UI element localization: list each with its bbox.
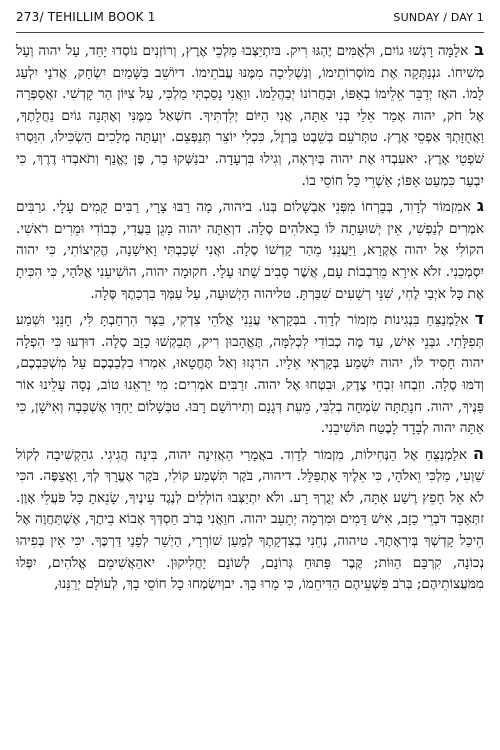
- psalm-2: [16, 39, 484, 192]
- chapter-text: אלַמְנַצֵּחַ אֶל הַנְּחִילוֹת, מִזְמוֹר לְדָוִד. באֲמָרַי הַאֲזִינָה יהוה, בִּינָה הֲגִיגִי. גהַקְשִׁיבָה לְקוֹל שַׁוְעִי, מַלְכִּי וֵאלֹהָי, כִּי אֵלֶיךָ אֶתְפַּלָּל. דיהוה, בֹּקֶר תִּשְׁמַע קוֹלִי, בֹּקֶר אֶעֱרָךְ לְךָ, וַאֲצַפֶּה. הכִּי לֹא אֵל חָפֵץ רֶשַׁע אָתָּה, לֹא יְגֻרְךָ רָע. ולֹא יִתְיַצְּבוּ הוֹלְלִים לְנֶגֶד עֵינֶיךָ, שָׂנֵאתָ כָּל פֹּעֲלֵי אָוֶן. זתְּאַבֵּד דֹּבְרֵי כָזָב, אִישׁ דָּמִים וּמִרְמָה יְתָעֵב יהוה. חוַאֲנִי בְּרֹב חַסְדְּךָ אָבוֹא בֵיתֶךָ, אֶשְׁתַּחֲוֶה אֶל הֵיכַל קָדְשְׁךָ בְּיִרְאָתֶךָ. טיהוה, נְחֵנִי בְצִדְקָתֶךָ לְמַעַן שׁוֹרְרָי, הַיְשַׁר לְפָנַי דַּרְכֶּךָ. יכִּי אֵין בְּפִיהוּ נְכוֹנָה, קִרְבָּם הַוּוֹת; קֶבֶר פָּתוּחַ גְּרוֹנָם, לְשׁוֹנָם יַחֲלִיקוּן. יאהַאֲשִׁימֵם אֱלֹהִים, יִפְּלוּ מִמֹּעֲצוֹתֵיהֶם; בְּרֹב פִּשְׁעֵיהֶם הַדִּיחֵמוֹ, כִּי מָרוּ בָךְ. יבוְיִשְׂמְחוּ כָל חוֹסֵי בָךְ, לְעוֹלָם יְרַנֵּנוּ,: [16, 446, 484, 593]
- psalm-4: [16, 308, 484, 440]
- psalm-5: [16, 443, 484, 596]
- chapter-text: אלַמְנַצֵּחַ בִּנְגִינוֹת מִזְמוֹר לְדָוִד. בבְּקָרְאִי עֲנֵנִי אֱלֹהֵי צִדְקִי, בַּצָּר הִרְחַבְתָּ לִּי, חָנֵּנִי וּשְׁמַע תְּפִלָּתִי. גבְּנֵי אִישׁ, עַד מֶה כְבוֹדִי לִכְלִמָּה, תֶּאֱהָבוּן רִיק, תְּבַקְשׁוּ כָזָב סֶלָה. דוּדְעוּ כִּי הִפְלָה יהוה חָסִיד לוֹ, יהוה יִשְׁמַע בְּקָרְאִי אֵלָיו. הרִגְזוּ וְאַל תֶּחֱטָאוּ, אִמְרוּ בִלְבַבְכֶם עַל מִשְׁכַּבְכֶם, וְדֹמּוּ סֶלָה. וזִבְחוּ זִבְחֵי צֶדֶק, וּבִטְחוּ אֶל יהוה. זרַבִּים אֹמְרִים: מִי יַרְאֵנוּ טוֹב, נְסָה עָלֵינוּ אוֹר פָּנֶיךָ, יהוה. חנָתַתָּה שִׂמְחָה בְלִבִּי, מֵעֵת דְּגָנָם וְתִירוֹשָׁם רָבּוּ. טבְּשָׁלוֹם יַחְדָּו אֶשְׁכְּבָה וְאִישָׁן, כִּי אַתָּה יהוה לְבָדָד לָבֶטַח תּוֹשִׁיבֵנִי.: [16, 312, 484, 437]
- chapter-number: ה: [473, 443, 484, 463]
- chapter-text: אמִזְמוֹר לְדָוִד, בְּבָרְחוֹ מִפְּנֵי אַבְשָׁלוֹם בְּנוֹ. ביהוה, מָה רַבּוּ צָרָי, רַבִּים קָמִים עָלָי. גרַבִּים אֹמְרִים לְנַפְשִׁי, אֵין יְשׁוּעָתָה לּוֹ בֵאלֹהִים סֶלָה. דוְאַתָּה יהוה מָגֵן בַּעֲדִי, כְּבוֹדִי וּמֵרִים רֹאשִׁי. הקוֹלִי אֶל יהוה אֶקְרָא, וַיַּעֲנֵנִי מֵהַר קָדְשׁוֹ סֶלָה. ואֲנִי שָׁכַבְתִּי וָאִישָׁנָה, הֱקִיצוֹתִי, כִּי יהוה יִסְמְכֵנִי. זלֹא אִירָא מֵרִבְבוֹת עָם, אֲשֶׁר סָבִיב שָׁתוּ עָלָי. חקוּמָה יהוה, הוֹשִׁיעֵנִי אֱלֹהַי, כִּי הִכִּיתָ אֶת כָּל אֹיְבַי לֶחִי, שִׁנֵּי רְשָׁעִים שִׁבַּרְתָּ. טליהוה הַיְשׁוּעָה, עַל עַמְּךָ בִרְכָתֶךָ סֶּלָה.: [16, 199, 484, 302]
- chapter-number: ד: [474, 309, 484, 329]
- psalm-3: [16, 195, 484, 305]
- page-number-title: 273/ TEHILLIM BOOK 1: [16, 10, 156, 24]
- chapter-number: ב: [474, 40, 484, 59]
- chapter-number: ג: [476, 196, 484, 216]
- day-label: SUNDAY / DAY 1: [393, 11, 484, 24]
- chapter-text: אלָמָּה רָגְשׁוּ גוֹיִם, וּלְאֻמִּים יֶהְגּוּ רִיק. בּיִתְיַצְּבוּ מַלְכֵי אֶרֶץ, וְרוֹזְנִים נוֹסְדוּ יָחַד, עַל יהוה וְעַל מְשִׁיחוֹ. גנְנַתְּקָה אֶת מוֹסְרוֹתֵימוֹ, וְנַשְׁלִיכָה מִמֶּנּוּ עֲבֹתֵימוֹ. דיוֹשֵׁב בַּשָּׁמַיִם יִשְׂחָק, אֲדֹנָי יִלְעַג לָמוֹ. האָז יְדַבֵּר אֵלֵימוֹ בְאַפּוֹ, וּבַחֲרוֹנוֹ יְבַהֲלֵמוֹ. ווַאֲנִי נָסַכְתִּי מַלְכִּי, עַל צִיּוֹן הַר קָדְשִׁי. זאֲסַפְּרָה אֶל חֹק, יהוה אָמַר אֵלַי בְּנִי אַתָּה, אֲנִי הַיּוֹם יְלִדְתִּיךָ. חשְׁאַל מִמֶּנִּי וְאֶתְּנָה גוֹיִם נַחֲלָתֶךָ, וַאֲחֻזָּתְךָ אַפְסֵי אָרֶץ. טתְּרֹעֵם בְּשֵׁבֶט בַּרְזֶל, כִּכְלִי יוֹצֵר תְּנַפְּצֵם. יוְעַתָּה מְלָכִים הַשְׂכִּילוּ, הִוָּסְרוּ שֹׁפְטֵי אָרֶץ. יאעִבְדוּ אֶת יהוה בְּיִרְאָה, וְגִילוּ בִּרְעָדָה. יבנַשְּׁקוּ בַר, פֶּן יֶאֱנַף וְתֹאבְדוּ דֶרֶךְ, כִּי יִבְעַר כִּמְעַט אַפּוֹ; אַשְׁרֵי כָּל חוֹסֵי בוֹ.: [16, 43, 484, 189]
- page-header: [16, 10, 484, 33]
- psalm-text: [16, 39, 484, 596]
